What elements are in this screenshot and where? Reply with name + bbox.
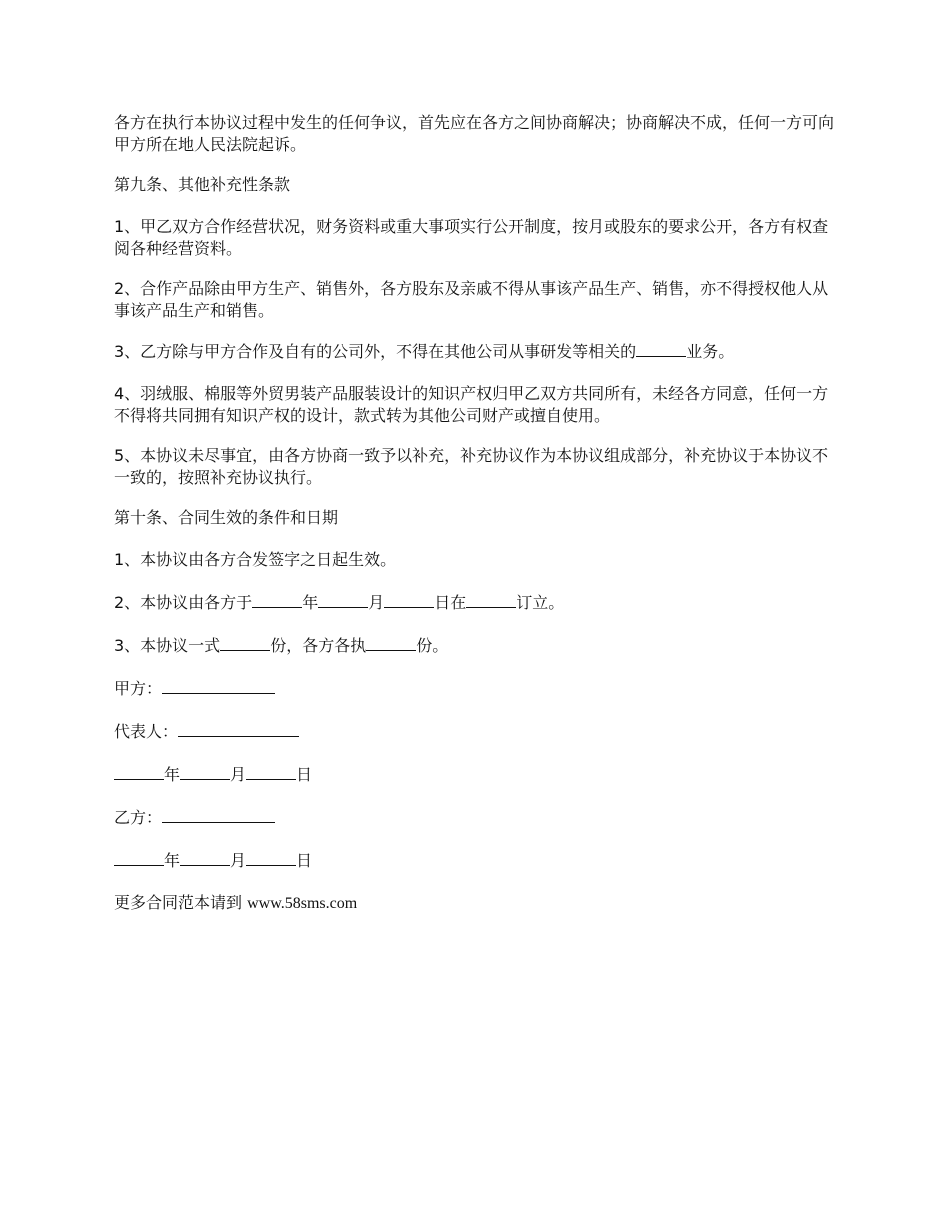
party-a-blank — [162, 677, 275, 694]
footer-link[interactable]: www.58sms.com — [247, 895, 358, 912]
month-blank — [180, 849, 230, 866]
party-b-label: 乙方： — [114, 808, 163, 827]
footer-note — [114, 892, 840, 915]
party-b-signature — [114, 806, 840, 829]
clause-2-suffix: 订立。 — [516, 593, 565, 612]
party-a-signature — [114, 677, 840, 700]
day-blank — [246, 763, 296, 780]
article-10-clause-1: 1、本协议由各方合发签字之日起生效。 — [114, 550, 397, 569]
document-page — [114, 112, 840, 933]
clause-3-text: 3、乙方除与甲方合作及自有的公司外，不得在其他公司从事研发等相关的 — [114, 342, 637, 361]
article-9-clause-1: 1、甲乙双方合作经营状况，财务资料或重大事项实行公开制度，按月或股东的要求公开，各方有权查阅各种经营资料。 — [114, 217, 829, 258]
clause-2-text: 2、本协议由各方于 — [114, 593, 253, 612]
month-label: 月 — [230, 851, 247, 870]
place-blank — [466, 591, 516, 608]
fill-in-blank — [636, 340, 686, 357]
representative-signature — [114, 720, 840, 743]
party-a-label: 甲方： — [114, 679, 163, 698]
article-9-clause-2: 2、合作产品除由甲方生产、销售外，各方股东及亲戚不得从事该产品生产、销售，亦不得授权他人从事该产品生产和销售。 — [114, 279, 829, 320]
representative-blank — [178, 720, 299, 737]
month-label: 月 — [230, 765, 247, 784]
article-9-title: 第九条、其他补充性条款 — [114, 175, 291, 194]
copies-blank — [220, 634, 270, 651]
day-blank — [246, 849, 296, 866]
month-label: 月 — [368, 593, 385, 612]
year-label: 年 — [302, 593, 319, 612]
month-blank — [318, 591, 368, 608]
day-blank — [384, 591, 434, 608]
clause-3-suffix: 份。 — [416, 636, 449, 655]
party-b-date — [114, 849, 840, 872]
day-label: 日 — [296, 765, 313, 784]
year-blank — [252, 591, 302, 608]
clause-3-middle: 份，各方各执 — [270, 636, 367, 655]
year-label: 年 — [164, 851, 181, 870]
article-10-clause-2 — [114, 591, 840, 614]
copies-each-blank — [366, 634, 416, 651]
year-blank — [114, 849, 164, 866]
article-9-clause-4: 4、羽绒服、棉服等外贸男装产品服装设计的知识产权归甲乙双方共同所有，未经各方同意，任何一方不得将共同拥有知识产权的设计，款式转为其他公司财产或擅自使用。 — [114, 384, 829, 425]
article-10-title: 第十条、合同生效的条件和日期 — [114, 508, 339, 527]
month-blank — [180, 763, 230, 780]
clause-3-text: 3、本协议一式 — [114, 636, 221, 655]
footer-text: 更多合同范本请到 — [114, 893, 248, 912]
article-10-clause-3 — [114, 634, 840, 657]
party-b-blank — [162, 806, 275, 823]
dispute-paragraph: 各方在执行本协议过程中发生的任何争议，首先应在各方之间协商解决；协商解决不成，任何一方可向甲方所在地人民法院起诉。 — [114, 113, 835, 154]
clause-3-suffix: 业务。 — [686, 342, 735, 361]
year-label: 年 — [164, 765, 181, 784]
article-9-clause-3 — [114, 340, 840, 363]
representative-label: 代表人： — [114, 722, 179, 741]
party-a-date — [114, 763, 840, 786]
day-label: 日在 — [434, 593, 467, 612]
year-blank — [114, 763, 164, 780]
day-label: 日 — [296, 851, 313, 870]
article-9-clause-5: 5、本协议未尽事宜，由各方协商一致予以补充，补充协议作为本协议组成部分，补充协议于本协议不一致的，按照补充协议执行。 — [114, 446, 829, 487]
